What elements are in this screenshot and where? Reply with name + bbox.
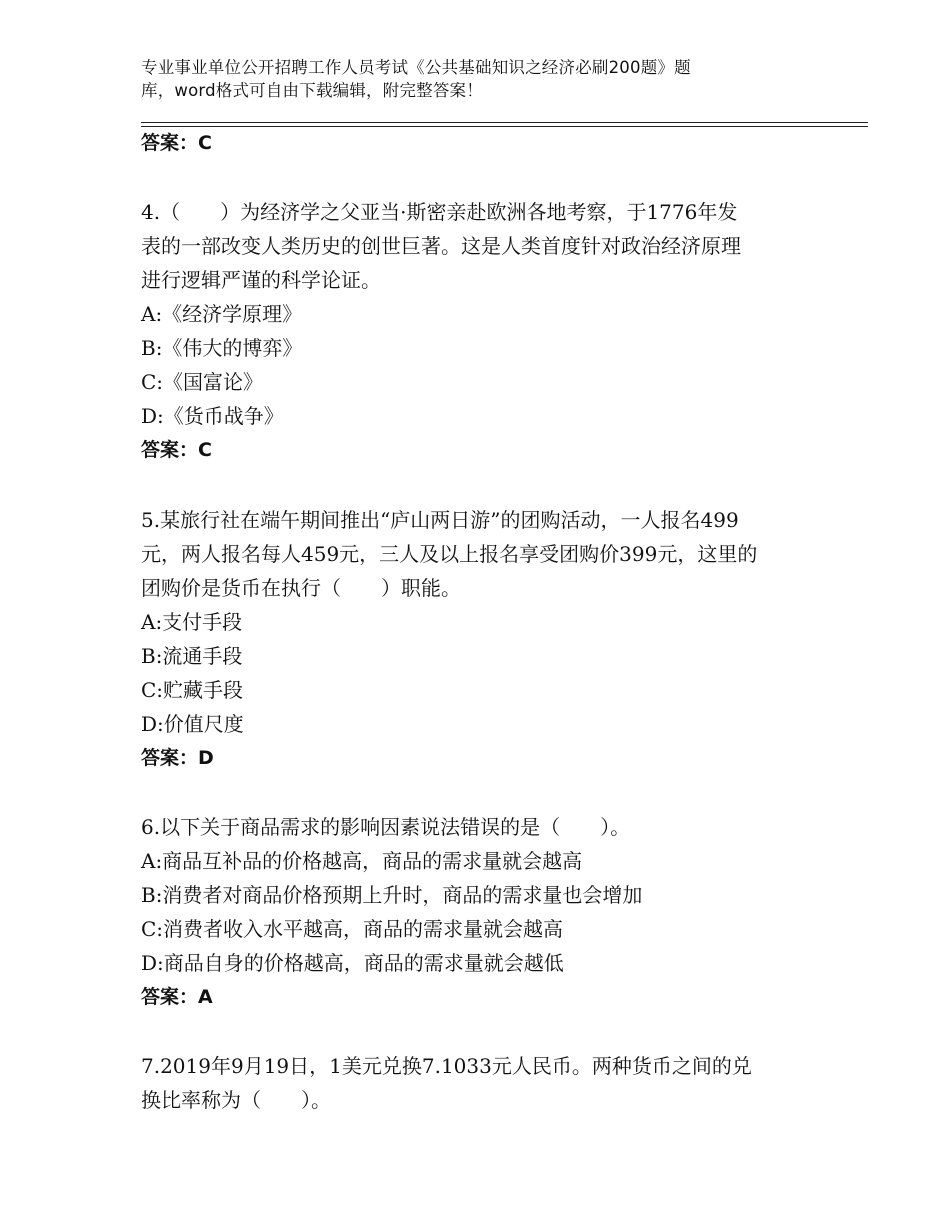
q5-option-b: B:流通手段 <box>141 644 243 668</box>
q5-stem-line-3: 团购价是货币在执行（ ）职能。 <box>141 576 461 600</box>
q6-option-c: C:消费者收入水平越高，商品的需求量就会越高 <box>141 917 564 941</box>
q5-answer: 答案：D <box>141 747 214 769</box>
q5-option-a: A:支付手段 <box>141 610 243 634</box>
q4-stem-line-3: 进行逻辑严谨的科学论证。 <box>141 268 381 292</box>
header-rule-top <box>141 122 868 123</box>
q4-answer: 答案：C <box>141 439 212 461</box>
q5-stem-line-1: 5.某旅行社在端午期间推出“庐山两日游”的团购活动，一人报名499 <box>141 508 739 532</box>
header-rule-bottom <box>141 126 868 127</box>
header-line-1: 专业事业单位公开招聘工作人员考试《公共基础知识之经济必刷200题》题 <box>141 58 691 77</box>
q5-stem-line-2: 元，两人报名每人459元，三人及以上报名享受团购价399元，这里的 <box>141 542 758 566</box>
q7-stem-line-2: 换比率称为（ ）。 <box>141 1088 331 1112</box>
q6-option-b: B:消费者对商品价格预期上升时，商品的需求量也会增加 <box>141 883 643 907</box>
q6-option-d: D:商品自身的价格越高，商品的需求量就会越低 <box>141 951 564 975</box>
q6-answer: 答案：A <box>141 986 213 1008</box>
q4-stem-line-2: 表的一部改变人类历史的创世巨著。这是人类首度针对政治经济原理 <box>141 234 741 258</box>
q5-option-d: D:价值尺度 <box>141 712 244 736</box>
q4-option-b: B:《伟大的博弈》 <box>141 336 303 360</box>
q5-option-c: C:贮藏手段 <box>141 678 244 702</box>
prev-answer: 答案：C <box>141 132 212 154</box>
header-line-2: 库，word格式可自由下载编辑，附完整答案！ <box>141 81 483 100</box>
q4-stem-line-1: 4.（ ）为经济学之父亚当·斯密亲赴欧洲各地考察，于1776年发 <box>141 200 738 224</box>
q4-option-d: D:《货币战争》 <box>141 404 284 428</box>
q6-stem-line-1: 6.以下关于商品需求的影响因素说法错误的是（ ）。 <box>141 815 631 839</box>
q4-option-a: A:《经济学原理》 <box>141 302 303 326</box>
document-header <box>141 56 781 102</box>
q7-stem-line-1: 7.2019年9月19日，1美元兑换7.1033元人民币。两种货币之间的兑 <box>141 1054 752 1078</box>
q6-option-a: A:商品互补品的价格越高，商品的需求量就会越高 <box>141 849 583 873</box>
q4-option-c: C:《国富论》 <box>141 370 264 394</box>
